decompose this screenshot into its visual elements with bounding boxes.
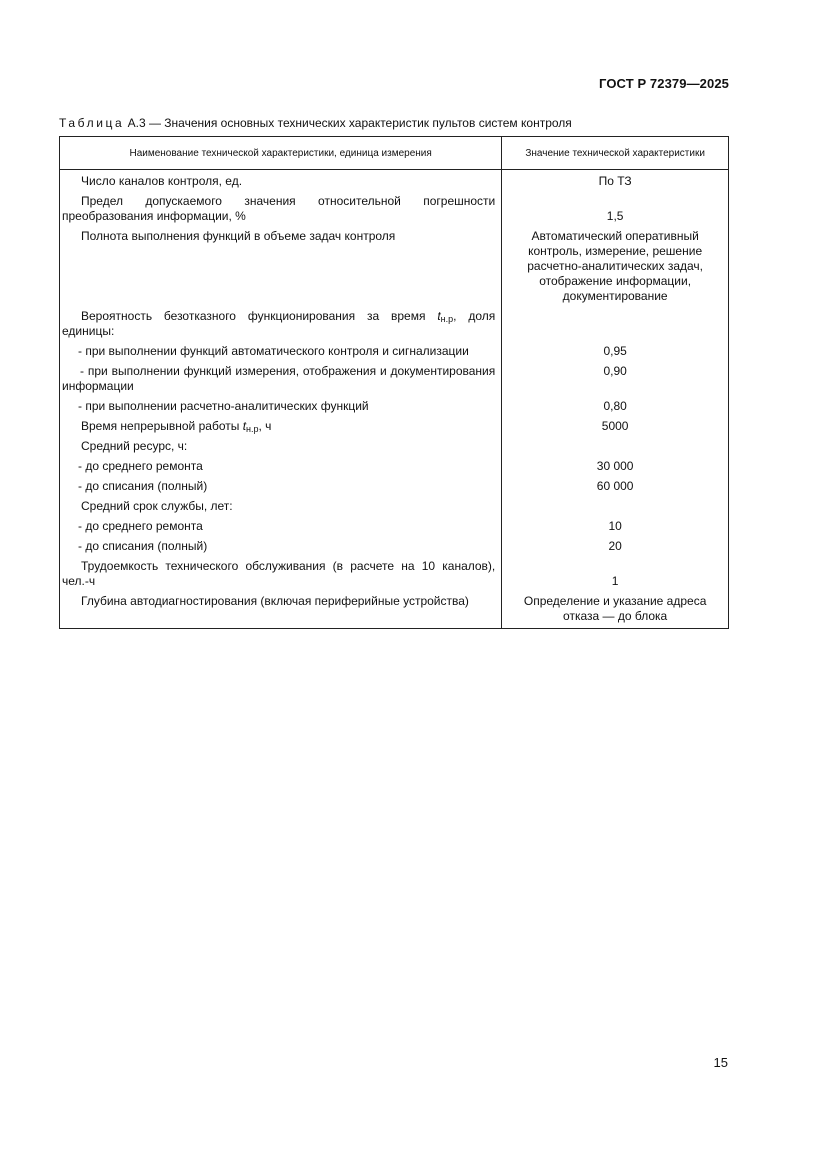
row-name-text: Время непрерывной работы — [81, 419, 243, 433]
row-value: 30 000 — [502, 457, 729, 477]
row-value: 0,95 — [502, 342, 729, 362]
table-row — [60, 397, 729, 417]
row-name: Средний срок службы, лет: — [60, 497, 502, 517]
table-header-row — [60, 137, 729, 170]
caption-label: Таблица — [59, 116, 125, 130]
caption-number: А.3 — [127, 116, 146, 130]
row-value — [502, 437, 729, 457]
table-row — [60, 592, 729, 629]
row-name: - до среднего ремонта — [60, 457, 502, 477]
caption-text: — Значения основных технических характеристик пультов систем контроля — [148, 116, 572, 130]
row-value: 60 000 — [502, 477, 729, 497]
row-name-suffix: , доля единицы: — [62, 309, 496, 338]
time-symbol: t — [242, 419, 247, 433]
table-row — [60, 457, 729, 477]
table-row — [60, 437, 729, 457]
table-row — [60, 517, 729, 537]
row-name: - до среднего ремонта — [60, 517, 502, 537]
row-value: 0,90 — [502, 362, 729, 397]
table-row — [60, 417, 729, 437]
row-value: По ТЗ — [502, 170, 729, 193]
table-row — [60, 227, 729, 307]
row-name: Средний ресурс, ч: — [60, 437, 502, 457]
row-value: Автоматический оперативный контроль, измерение, решение расчетно-аналитических задач, отображение информации, документирование — [502, 227, 729, 307]
row-value: 10 — [502, 517, 729, 537]
table-row — [60, 342, 729, 362]
row-value — [502, 307, 729, 342]
row-name — [60, 417, 502, 437]
row-name-text: Вероятность безотказного функционирования за время — [81, 309, 438, 323]
time-subscript: н.р — [246, 424, 259, 434]
time-symbol: t — [437, 309, 441, 323]
row-value — [502, 497, 729, 517]
row-value: 1,5 — [502, 192, 729, 227]
row-name: Число каналов контроля, ед. — [60, 170, 502, 193]
table-row — [60, 537, 729, 557]
row-name: Предел допускаемого значения относительной погрешности преобразования информации, % — [60, 192, 502, 227]
row-value: 0,80 — [502, 397, 729, 417]
page-number: 15 — [713, 1055, 728, 1070]
row-value: 5000 — [502, 417, 729, 437]
column-header-name: Наименование технической характеристики, единица измерения — [60, 137, 502, 170]
row-name: - при выполнении расчетно-аналитических функций — [60, 397, 502, 417]
table-row — [60, 170, 729, 193]
row-name-suffix: , ч — [258, 419, 272, 433]
row-name: - при выполнении функций автоматического контроля и сигнализации — [60, 342, 502, 362]
row-value: 1 — [502, 557, 729, 592]
table-row — [60, 477, 729, 497]
characteristics-table — [59, 136, 729, 629]
column-header-value: Значение технической характеристики — [502, 137, 729, 170]
table-row — [60, 557, 729, 592]
table-row — [60, 307, 729, 342]
row-name: - до списания (полный) — [60, 537, 502, 557]
table-caption — [59, 116, 572, 130]
table-row — [60, 192, 729, 227]
row-value: Определение и указание адреса отказа — до блока — [502, 592, 729, 629]
row-name: - до списания (полный) — [60, 477, 502, 497]
table-row — [60, 362, 729, 397]
row-name: Глубина автодиагностирования (включая периферийные устройства) — [60, 592, 502, 629]
row-name — [60, 307, 502, 342]
row-name: - при выполнении функций измерения, отображения и документирования информации — [60, 362, 502, 397]
document-number: ГОСТ Р 72379—2025 — [599, 76, 729, 91]
table-row — [60, 497, 729, 517]
row-name: Полнота выполнения функций в объеме задач контроля — [60, 227, 502, 307]
row-name: Трудоемкость технического обслуживания (в расчете на 10 каналов), чел.-ч — [60, 557, 502, 592]
row-value: 20 — [502, 537, 729, 557]
time-subscript: н.р — [440, 314, 454, 324]
